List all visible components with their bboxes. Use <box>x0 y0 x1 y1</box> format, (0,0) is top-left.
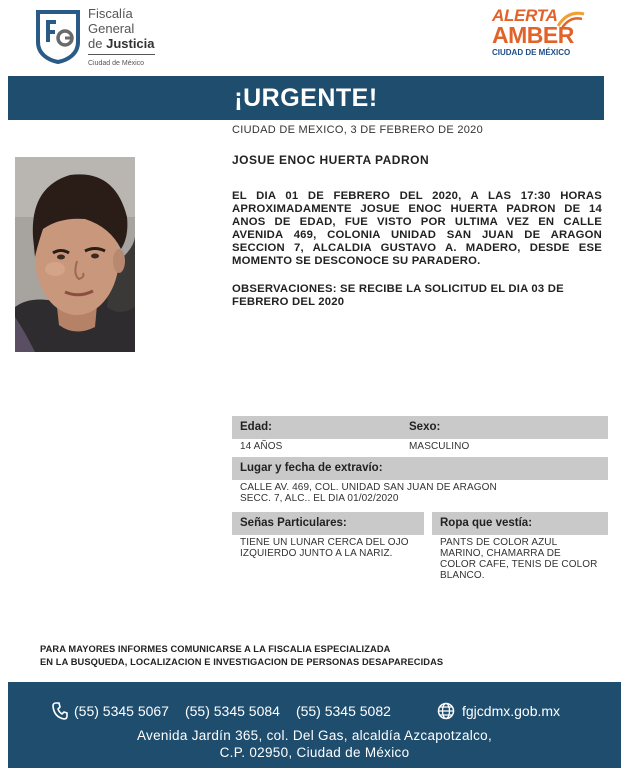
sex-label: Sexo: <box>409 421 441 433</box>
website-link[interactable]: fgjcdmx.gob.mx <box>462 703 561 719</box>
alerta-amber-logo <box>492 6 592 62</box>
address-line-2: C.P. 02950, Ciudad de México <box>219 745 410 760</box>
age-label: Edad: <box>240 421 272 433</box>
age-value: 14 AÑOS <box>240 441 283 452</box>
narrative-text: EL DIA 01 DE FEBRERO DEL 2020, A LAS 17:30 HORAS APROXIMADAMENTE JOSUE ENOC HUERTA PADRON DE 14 ANOS DE EDAD, FUE VISTO POR ULTIMA VEZ EN CALLE AVENIDA 469, COLONIA UNIDAD SAN JUAN DE ARAGON SECCION 7, ALCALDIA GUSTAVO A. MADERO, DESDE ESE MOMENTO SE DESCONOCE SU PARADERO. <box>232 190 602 267</box>
agency-line-1: Fiscalía <box>88 6 133 21</box>
fgj-logo <box>34 6 184 66</box>
date-line: CIUDAD DE MEXICO, 3 DE FEBRERO DE 2020 <box>232 124 484 136</box>
person-portrait-illustration <box>15 157 135 352</box>
contact-note <box>40 643 443 668</box>
clothes-value-line-4: BLANCO. <box>440 570 485 581</box>
footer <box>8 682 621 768</box>
agency-line-3 <box>88 36 155 51</box>
alert-line-1: ALERTA <box>492 6 558 25</box>
address <box>8 727 621 761</box>
alert-line-2: AMBER <box>492 22 574 48</box>
place-value-line-1: CALLE AV. 469, COL. UNIDAD SAN JUAN DE ARAGON <box>240 482 497 493</box>
marks-label: Señas Particulares: <box>232 512 424 535</box>
missing-person-photo <box>15 157 135 352</box>
agency-line-2: General <box>88 21 135 36</box>
alert-line-3: CIUDAD DE MÉXICO <box>492 48 571 57</box>
marks-value <box>240 537 409 559</box>
place-value <box>240 482 497 504</box>
place-label: Lugar y fecha de extravío: <box>232 457 608 480</box>
phone-3-link[interactable]: (55) 5345 5082 <box>295 703 391 719</box>
phone-1-link[interactable]: (55) 5345 5067 <box>74 703 169 719</box>
phone-icon <box>52 702 68 720</box>
marks-value-line-2: IZQUIERDO JUNTO A LA NARIZ. <box>240 548 393 559</box>
globe-icon <box>437 702 455 720</box>
observations-text: OBSERVACIONES: SE RECIBE LA SOLICITUD EL DIA 03 DE FEBRERO DEL 2020 <box>232 283 564 308</box>
agency-city: Ciudad de México <box>88 54 155 71</box>
agency-line-3-prefix: de <box>88 36 103 51</box>
clothes-value-line-1: PANTS DE COLOR AZUL <box>440 537 558 548</box>
phone-list <box>52 702 407 720</box>
urgent-banner: ¡URGENTE! <box>8 76 604 120</box>
age-sex-header-row <box>232 416 608 439</box>
fgj-emblem-icon <box>34 8 82 64</box>
agency-line-3-bold: Justicia <box>106 36 155 51</box>
address-line-1: Avenida Jardín 365, col. Del Gas, alcaldía Azcapotzalco, <box>137 728 492 743</box>
clothes-value <box>440 537 597 581</box>
missing-person-name: JOSUE ENOC HUERTA PADRON <box>232 153 430 167</box>
clothes-value-line-2: MARINO, CHAMARRA DE <box>440 548 561 559</box>
sex-value: MASCULINO <box>409 441 470 452</box>
marks-value-line-1: TIENE UN LUNAR CERCA DEL OJO <box>240 537 409 548</box>
contact-note-line-2: EN LA BUSQUEDA, LOCALIZACION E INVESTIGACION DE PERSONAS DESAPARECIDAS <box>40 656 444 667</box>
phone-2-link[interactable]: (55) 5345 5084 <box>184 703 280 719</box>
place-value-line-2: SECC. 7, ALC.. EL DIA 01/02/2020 <box>240 493 399 504</box>
clothes-label: Ropa que vestía: <box>432 512 608 535</box>
website <box>437 702 560 720</box>
clothes-value-line-3: COLOR CAFE, TENIS DE COLOR <box>440 559 598 570</box>
contact-note-line-1: PARA MAYORES INFORMES COMUNICARSE A LA FISCALIA ESPECIALIZADA <box>40 644 391 654</box>
